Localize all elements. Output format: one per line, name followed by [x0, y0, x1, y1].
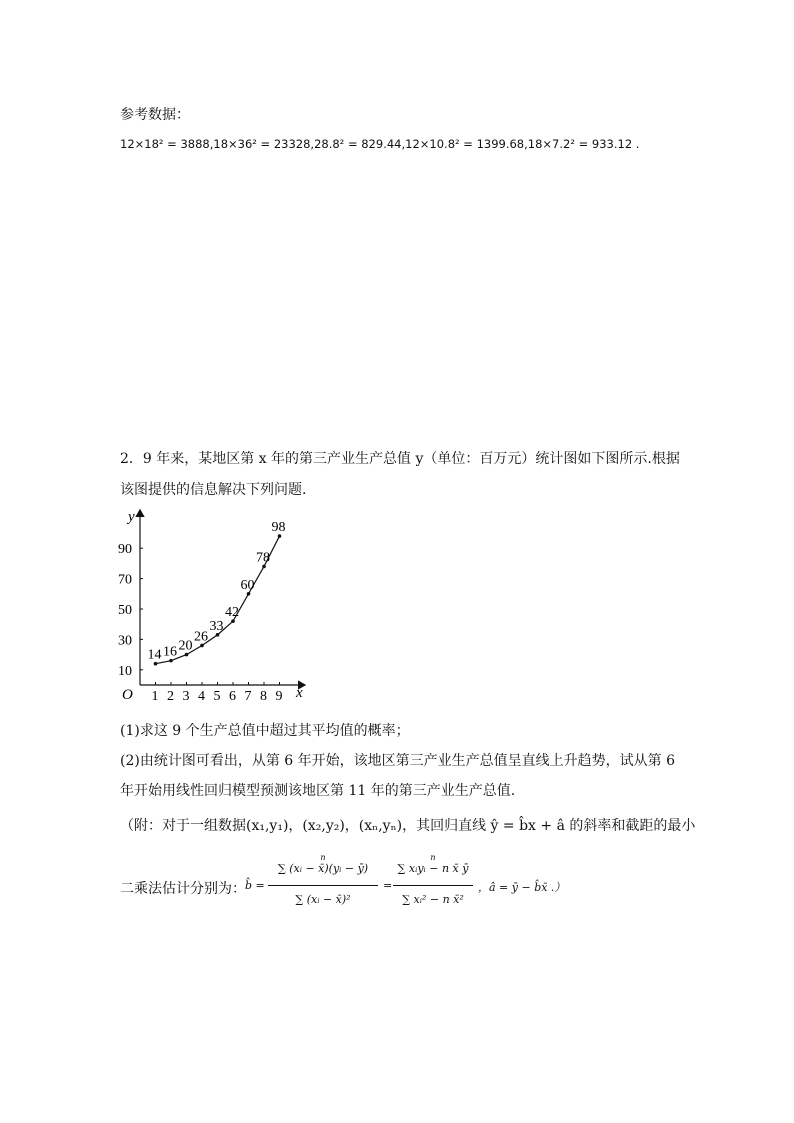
x-tick-label: 5 — [213, 689, 221, 704]
data-label: 33 — [209, 618, 224, 634]
data-label: 42 — [225, 605, 239, 621]
x-tick-label: 3 — [182, 689, 190, 704]
x-tick-label: 7 — [244, 689, 252, 704]
reference-heading: 参考数据： — [120, 107, 190, 123]
data-label: 60 — [240, 577, 255, 593]
x-axis-label: x — [296, 685, 303, 701]
fraction-bar-2 — [393, 885, 473, 886]
problem-line-2: 该图提供的信息解决下列问题. — [120, 482, 307, 498]
a-hat-formula: ，â = ȳ − b̂x̄ .） — [478, 881, 566, 894]
x-tick-label: 6 — [229, 689, 236, 704]
x-tick-label: 4 — [198, 689, 205, 704]
origin-label: O — [122, 687, 133, 703]
question-1: (1)求这 9 个生产总值中超过其平均值的概率； — [120, 723, 410, 739]
y-tick-label: 10 — [118, 663, 132, 679]
line-chart — [110, 505, 320, 705]
data-label: 26 — [194, 629, 208, 645]
denominator-1: ∑ (xᵢ − x̄)² — [295, 893, 351, 906]
x-tick-label: 2 — [167, 689, 174, 704]
numerator-1: ∑ (xᵢ − x̄)(yᵢ − ȳ) — [277, 862, 369, 875]
y-tick-label: 70 — [118, 572, 132, 588]
note-line-2-prefix: 二乘法估计分别为： — [120, 881, 246, 897]
x-tick-label: 8 — [260, 689, 267, 704]
y-tick-label: 50 — [118, 603, 132, 618]
data-label: 20 — [178, 638, 193, 654]
data-label: 78 — [256, 550, 270, 566]
reference-values: 12×18² = 3888,18×36² = 23328,28.8² = 829.44,12×10.8² = 1399.68,18×7.2² = 933.12 . — [120, 137, 640, 151]
sum-upper-limit-2: n — [430, 853, 436, 862]
data-label: 14 — [147, 647, 162, 663]
y-axis-label: y — [128, 509, 135, 525]
data-label: 16 — [163, 644, 177, 660]
x-tick-label: 1 — [151, 689, 159, 704]
fraction-bar-1 — [268, 885, 378, 886]
x-tick-label: 9 — [275, 689, 283, 704]
b-hat-label: b̂ = — [245, 879, 265, 892]
denominator-2: ∑ xᵢ² − n x̄² — [402, 893, 464, 906]
equals-sign: = — [383, 879, 393, 892]
note-line-1: （附：对于一组数据(x₁,y₁)，(x₂,y₂)，(xₙ,yₙ)，其回归直线 ŷ = b̂x + â 的斜率和截距的最小 — [120, 818, 696, 834]
y-tick-label: 90 — [118, 542, 132, 558]
numerator-2: ∑ xᵢyᵢ − n x̄ ȳ — [397, 862, 469, 875]
y-tick-label: 30 — [118, 633, 132, 649]
question-2-line-2: 年开始用线性回归模型预测该地区第 11 年的第三产业生产总值. — [120, 783, 516, 799]
question-2-line-1: (2)由统计图可看出，从第 6 年开始，该地区第三产业生产总值呈直线上升趋势，试从第 6 — [120, 753, 675, 769]
problem-line-1: 2．9 年来，某地区第 x 年的第三产业生产总值 y（单位：百万元）统计图如下图所示.根据 — [120, 451, 680, 467]
sum-upper-limit-1: n — [320, 853, 326, 862]
data-label: 98 — [271, 520, 286, 536]
